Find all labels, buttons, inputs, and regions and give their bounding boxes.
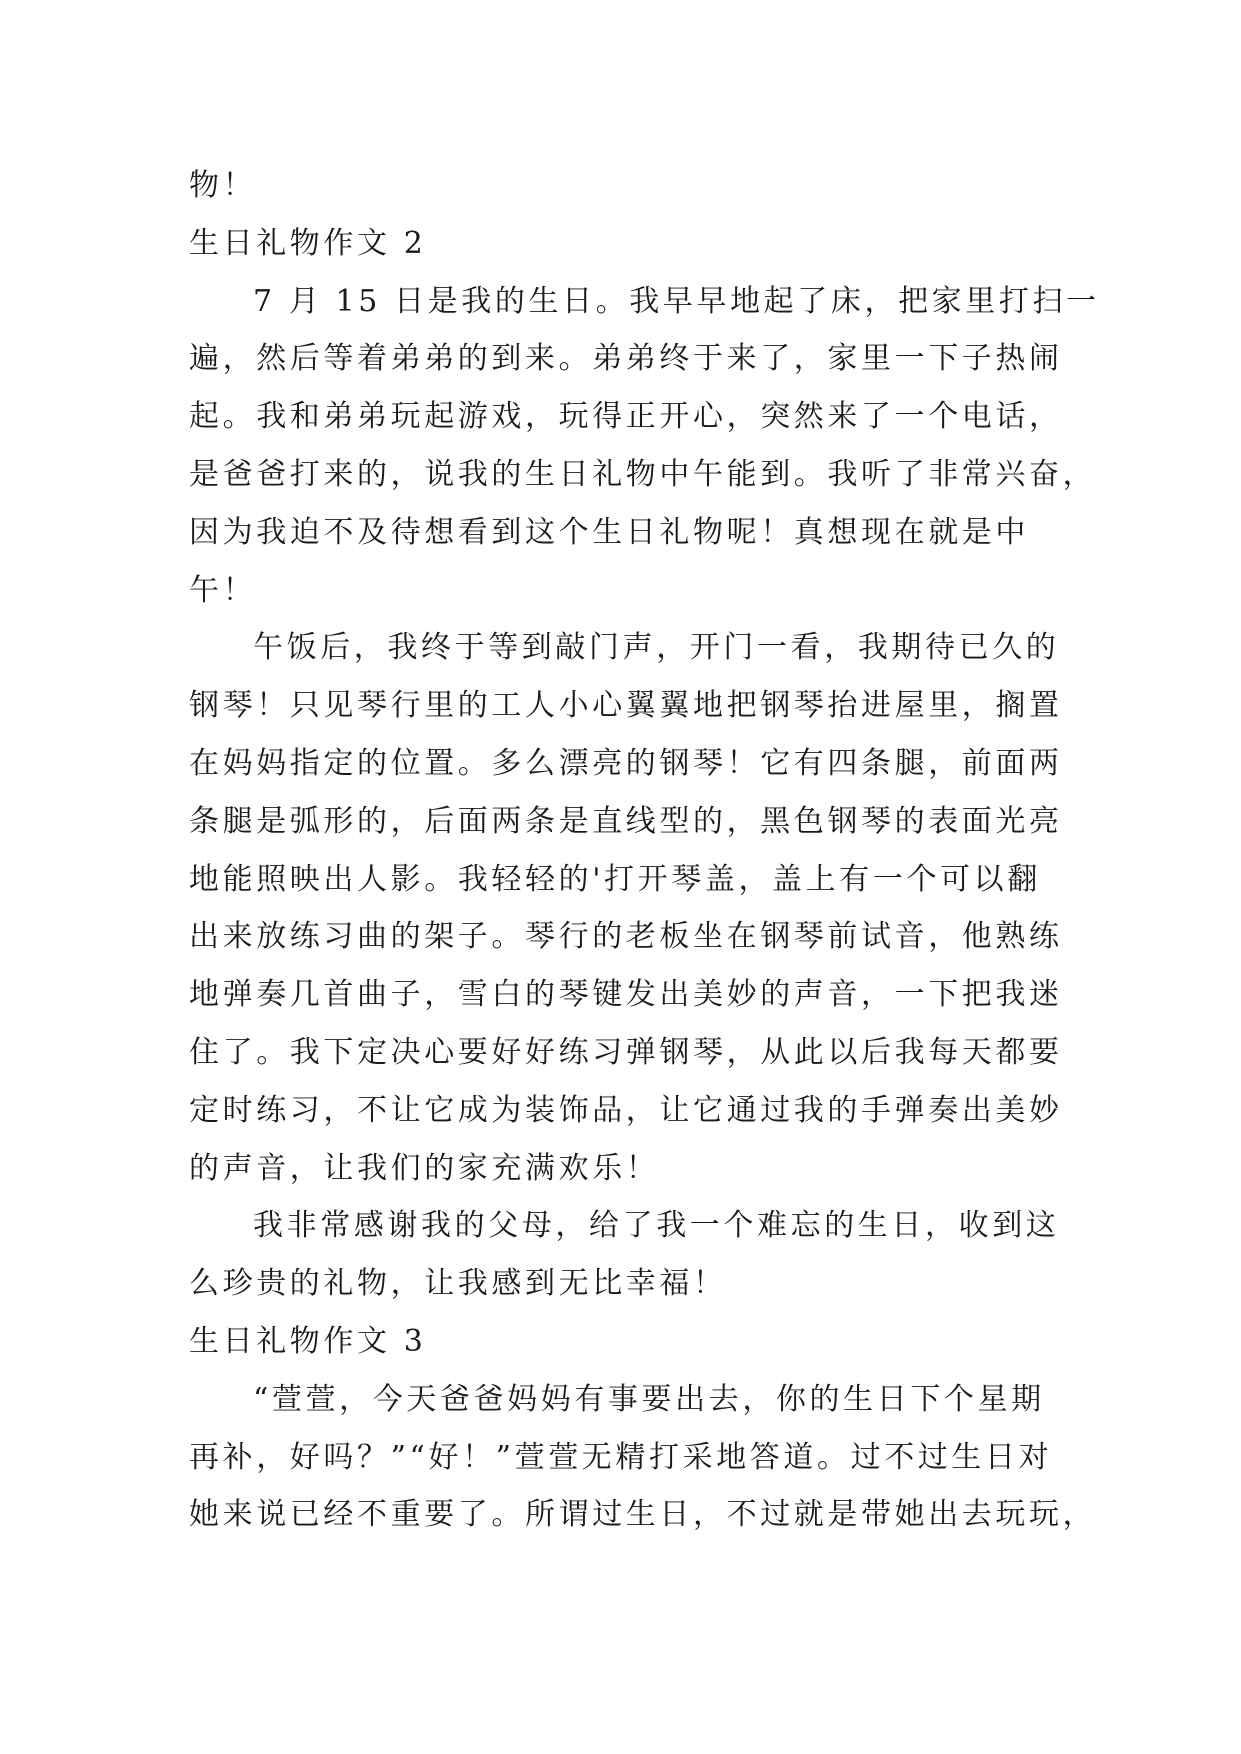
paragraph-line: 定时练习，不让它成为装饰品，让它通过我的手弹奏出美妙 (189, 1092, 1063, 1128)
paragraph-line: 地弹奏几首曲子，雪白的琴键发出美妙的声音，一下把我迷 (189, 977, 1063, 1013)
paragraph-line: 钢琴！只见琴行里的工人小心翼翼地把钢琴抬进屋里，搁置 (189, 688, 1063, 724)
paragraph-line: “萱萱，今天爸爸妈妈有事要出去，你的生日下个星期 (253, 1381, 1045, 1417)
paragraph-line: 出来放练习曲的架子。琴行的老板坐在钢琴前试音，他熟练 (189, 919, 1063, 955)
paragraph-line: 午饭后，我终于等到敲门声，开门一看，我期待已久的 (253, 630, 1060, 666)
essay-text-block (189, 157, 1100, 1544)
paragraph-line: 条腿是弧形的，后面两条是直线型的，黑色钢琴的表面光亮 (189, 803, 1063, 839)
essay-heading-2: 生日礼物作文 2 (189, 225, 427, 261)
paragraph-line: 再补，好吗？”“好！”萱萱无精打采地答道。过不过生日对 (189, 1439, 1053, 1475)
paragraph-line-end: 物！ (189, 168, 257, 203)
paragraph-line: 因为我迫不及待想看到这个生日礼物呢！真想现在就是中 (189, 514, 1029, 550)
paragraph-line: 午！ (189, 572, 257, 608)
essay-heading-3: 生日礼物作文 3 (189, 1323, 427, 1359)
paragraph-line: 的声音，让我们的家充满欢乐！ (189, 1150, 660, 1186)
paragraph-line: 地能照映出人影。我轻轻的'打开琴盖，盖上有一个可以翻 (189, 861, 1041, 897)
paragraph-line: 7 月 15 日是我的生日。我早早地起了床，把家里打扫一 (253, 283, 1100, 319)
paragraph-line: 遍，然后等着弟弟的到来。弟弟终于来了，家里一下子热闹 (189, 341, 1063, 377)
paragraph-line: 我非常感谢我的父母，给了我一个难忘的生日，收到这 (253, 1208, 1060, 1244)
paragraph-line: 在妈妈指定的位置。多么漂亮的钢琴！它有四条腿，前面两 (189, 745, 1063, 781)
paragraph-line: 她来说已经不重要了。所谓过生日，不过就是带她出去玩玩， (189, 1497, 1097, 1533)
paragraph-line: 住了。我下定决心要好好练习弹钢琴，从此以后我每天都要 (189, 1034, 1063, 1070)
paragraph-line: 起。我和弟弟玩起游戏，玩得正开心，突然来了一个电话， (189, 399, 1063, 435)
paragraph-line: 么珍贵的礼物，让我感到无比幸福！ (189, 1266, 727, 1302)
paragraph-line: 是爸爸打来的，说我的生日礼物中午能到。我听了非常兴奋， (189, 456, 1097, 492)
